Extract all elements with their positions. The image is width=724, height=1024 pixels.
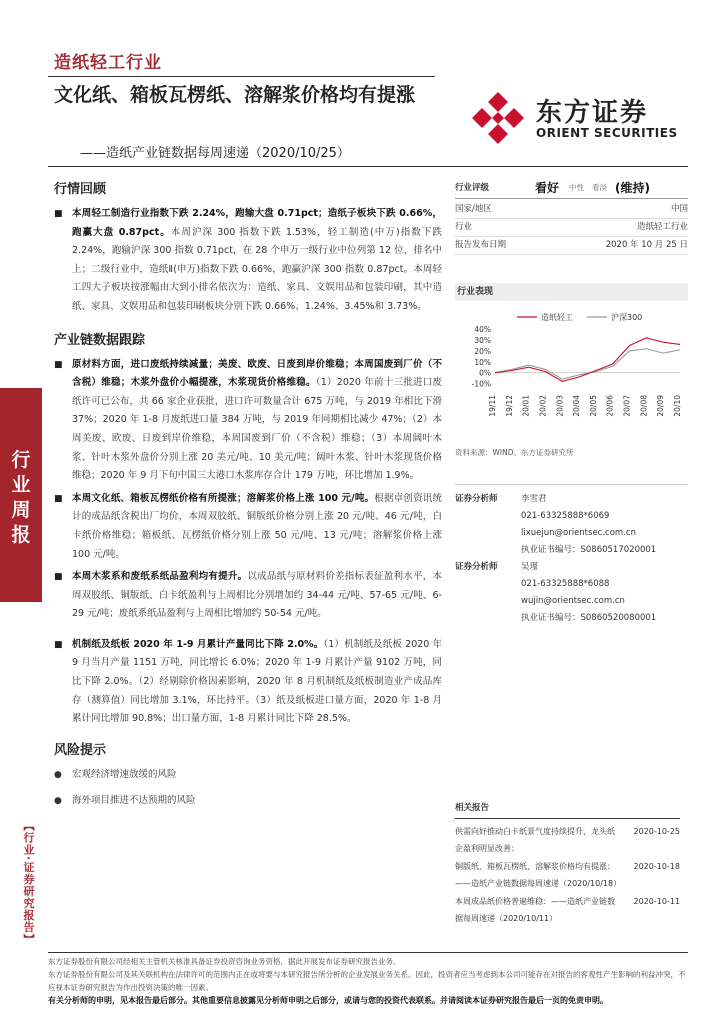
x-tick-label: 20/07	[622, 395, 632, 417]
industry-rating	[455, 178, 688, 199]
x-tick-label: 20/05	[588, 395, 598, 417]
bullet-text: 本周沪深 300 指数下跌 1.53%，轻工制造(中万)指数下跌 2.24%，跑输沪深 300 指数 0.71pct，在 28 个申万一级行业中位列第 12 位，排名中上；二级行业中，造纸Ⅱ(申万)指数下跌 0.66%，跑赢沪深 300 指数 0.87pct。本周轻工四大子板块按涨幅由大到小排名依次为：造纸、家具、文娱用品和包装印刷，其中造纸、家具、文娱用品和包装印刷板块分别下跌 0.66%、1.24%、3.45%和 3.73%。	[72, 226, 442, 312]
related-date: 2020-10-18	[633, 861, 680, 871]
related-date: 2020-10-11	[633, 896, 680, 906]
disclaimer-notice: 有关分析师的申明，见本报告最后部分。其他重要信息披露见分析师申明之后部分，或请与您的投资代表联系。并请阅读本证券研究报告最后一页的免责申明。	[48, 996, 608, 1005]
bullet-lead: 原材料方面，进口废纸持续减量；美废、欧废、日废到岸价维稳；本周国废到厂价（不含税）维稳；木浆外盘价小幅提涨，木浆现货价格维稳。	[72, 358, 442, 389]
rating-maintain: (维持)	[615, 181, 650, 195]
risk-item: ● 宏观经济增速放缓的风险	[54, 766, 442, 784]
tab-char: 行	[11, 449, 31, 471]
bullet-lead: 本周轻工制造行业指数下跌 2.24%，跑输大盘 0.71pct；造纸子板块下跌 0.66%，跑赢大盘 0.87pct。	[72, 208, 442, 238]
bullet-paragraph	[54, 490, 442, 564]
chart-source: 资料来源：WIND、东方证券研究所	[455, 448, 574, 457]
analyst-certificate: 执业证书编号：S0860517020001	[521, 545, 657, 555]
analyst-label: 证券分析师	[455, 494, 498, 504]
tab-char: 周	[11, 499, 31, 521]
x-tick-label: 20/01	[521, 395, 531, 417]
x-tick-label: 20/04	[572, 395, 582, 417]
risk-item: ● 海外项目推进不达预期的风险	[54, 792, 442, 810]
info-value: 中国	[670, 204, 688, 214]
y-tick-label: 10%	[474, 357, 491, 367]
tab-char: 报	[11, 524, 31, 546]
analyst-name: 李雪君	[521, 494, 547, 504]
rating-neutral: 中性	[569, 183, 585, 192]
related-item[interactable]	[455, 823, 680, 858]
analyst-phone: 021-63325888*6088	[521, 579, 610, 589]
related-heading: 相关报告	[455, 800, 680, 819]
bullet-paragraph	[54, 356, 442, 486]
bullet-text: （1）机制纸及纸板 2020 年 9 月当月产量 1151 万吨，同比增长 6.0%；2020 年 1-9 月累计产量 9102 万吨，同比下降 2.0%。（2）经剔除价格因素影响，2020 年 8 月机制纸及纸板制造业产成品库存（测算值）同比增加 3.1%，环比持平。（3）纸及纸板进口量方面，2020 年 1-8 月累计同比增加 90.8%；出口量方面，1-8 月累计同比下降 28.5%。	[72, 638, 442, 725]
logo-chinese-name: 东方证券	[536, 98, 649, 128]
analyst-certificate: 执业证书编号：S0860520080001	[521, 613, 657, 623]
x-tick-label: 20/10	[673, 395, 682, 417]
info-value: 2020 年 10 月 25 日	[605, 240, 688, 250]
related-item[interactable]	[455, 893, 680, 928]
side-report-label: 【行业·证券研究报告】	[22, 820, 35, 946]
rating-positive: 看好	[535, 181, 560, 195]
analyst-email[interactable]: wujin@orientsec.com.cn	[521, 596, 625, 606]
x-tick-label: 19/11	[488, 395, 497, 417]
info-key: 行业	[455, 222, 473, 232]
related-reports	[455, 800, 680, 928]
rating-negative: 看淡	[592, 183, 608, 192]
disclaimer-footer	[48, 955, 688, 1007]
x-tick-label: 19/12	[504, 395, 514, 417]
logo-mark-icon	[470, 90, 526, 146]
info-row	[455, 219, 688, 237]
performance-heading: 行业表现	[455, 283, 688, 301]
logo-english-name: ORIENT SECURITIES	[536, 126, 678, 140]
related-date: 2020-10-25	[633, 826, 680, 836]
disclaimer-line: 东方证券股份有限公司及其关联机构在法律许可的范围内正在或将要与本研究报告所分析的企业发展业务关系。因此，投资者应当考虑到本公司可能存在对报告的客观性产生影响的利益冲突，不应视本证券研究报告为作出投资决策的唯一因素。	[48, 970, 686, 992]
analyst-phone: 021-63325888*6069	[521, 511, 610, 521]
x-tick-label: 20/09	[656, 395, 666, 417]
series-line-paper	[495, 338, 680, 382]
bullet-text: 根据卓创资讯统计的成品纸含税出厂均价，本周双胶纸、铜版纸价格分别上涨 20 元/吨、46 元/吨，白卡纸价格维稳；箱板纸、瓦楞纸价格分别上涨 50 元/吨、13 元/吨；溶解浆价格上涨 100 元/吨。	[72, 492, 442, 560]
legend-label-hs300: 沪深300	[611, 313, 643, 322]
analyst-label: 证券分析师	[455, 562, 498, 572]
analyst-email[interactable]: lixuejun@orientsec.com.cn	[521, 528, 636, 538]
analyst-block	[455, 484, 688, 627]
x-tick-label: 20/06	[605, 395, 615, 417]
x-tick-label: 20/03	[555, 395, 565, 417]
main-content	[54, 178, 442, 818]
industry-label: 造纸轻工行业	[54, 53, 162, 73]
orient-securities-logo	[470, 90, 680, 146]
divider	[48, 76, 435, 77]
tab-char: 业	[11, 474, 31, 496]
related-title[interactable]: 供需向好推动白卡纸景气度持续提升，龙头纸企盈利明显改善：	[455, 826, 615, 853]
bullet-lead: 本周木浆系和废纸系纸品盈利均有提升。	[72, 571, 248, 583]
info-row	[455, 201, 688, 219]
section-heading: 行情回顾	[54, 182, 107, 197]
x-tick-label: 20/02	[538, 395, 548, 417]
related-title[interactable]: 本周成品纸价格普遍维稳：——造纸产业链数据每周速递（2020/10/11）	[455, 896, 615, 923]
bullet-paragraph	[54, 205, 442, 317]
section-heading: 风险提示	[54, 742, 107, 758]
analyst-name: 吴瑾	[521, 562, 539, 572]
legend-label-paper: 造纸轻工	[541, 313, 573, 322]
report-subtitle: ——造纸产业链数据每周速递（2020/10/25）	[80, 146, 350, 161]
industry-performance-chart	[455, 305, 688, 443]
y-tick-label: 20%	[474, 346, 491, 356]
disclaimer-line: 东方证券股份有限公司经相关主管机关核准具备证券投资咨询业务资格，据此开展发布证券研究报告业务。	[48, 957, 401, 966]
x-tick-label: 20/08	[639, 395, 649, 417]
bullet-paragraph	[54, 636, 442, 729]
related-item[interactable]	[455, 858, 680, 893]
y-tick-label: -10%	[471, 379, 491, 389]
divider	[48, 166, 688, 167]
section-heading: 产业链数据跟踪	[54, 332, 146, 348]
related-title[interactable]: 铜版纸、箱板瓦楞纸、溶解浆价格均有提涨：——造纸产业链数据每周速递（2020/10/18）	[455, 861, 622, 888]
info-row	[455, 237, 688, 255]
info-value: 造纸轻工行业	[636, 222, 688, 232]
y-tick-label: 0%	[479, 368, 491, 378]
y-tick-label: 30%	[474, 336, 491, 346]
bullet-text: 以成品纸与原材料价差指标表征盈利水平，本周双胶纸、铜版纸、白卡纸盈利与上周相比分别增加约 34-44 元/吨、57-65 元/吨、6-29 元/吨；废纸系纸品盈利与上周相比增加约 50-54 元/吨。	[72, 571, 442, 620]
report-type-tab	[0, 388, 42, 602]
bullet-lead: 机制纸及纸板 2020 年 1-9 月累计产量同比下降 2.0%。	[72, 638, 324, 650]
y-tick-label: 40%	[474, 325, 491, 335]
rating-label: 行业评级	[455, 183, 490, 193]
divider	[48, 952, 688, 953]
series-line-hs300	[495, 349, 680, 379]
info-key: 国家/地区	[455, 204, 492, 214]
info-key: 报告发布日期	[455, 240, 507, 250]
sidebar-info	[455, 178, 688, 627]
bullet-text: （1）2020 年前十三批进口废纸许可已公布，共 66 家企业获批，进口许可数量合计 675 万吨，与 2019 年相比下滑 37%；2020 年 1-8 月废纸进口量 384 万吨，与 2019 年同期相比减少 47%；（2）本周美废、欧废、日废到岸价维稳，本周国废到厂价（不含税）维稳；（3）本周阔叶木浆、针叶木浆外盘价分别上涨 20 美元/吨、10 美元/吨；阔叶木浆、针叶木浆现货价格维稳；2020 年 9 月下旬中国三大港口木浆库存合计 179 万吨，环比增加 1.9%。	[72, 377, 442, 482]
bullet-paragraph	[54, 568, 442, 624]
bullet-lead: 本周文化纸、箱板瓦楞纸价格有所提涨；溶解浆价格上涨 100 元/吨。	[72, 492, 375, 504]
report-title: 文化纸、箱板瓦楞纸、溶解浆价格均有提涨	[54, 84, 416, 106]
